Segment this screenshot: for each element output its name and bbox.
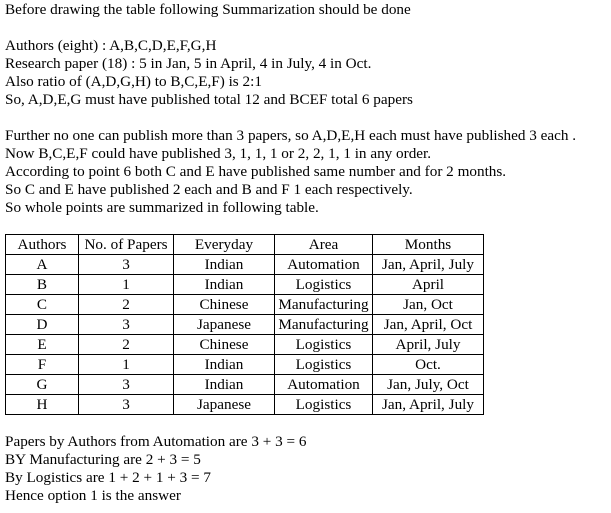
cell-everyday: Chinese	[174, 295, 275, 315]
cell-papers: 3	[79, 395, 174, 415]
header-authors: Authors	[6, 235, 79, 255]
cell-everyday: Chinese	[174, 335, 275, 355]
cell-everyday: Japanese	[174, 315, 275, 335]
reasoning-line: Now B,C,E,F could have published 3, 1, 1, 1 or 2, 2, 1, 1 in any order.	[5, 145, 432, 162]
cell-months: Jan, April, Oct	[373, 315, 484, 335]
cell-area: Logistics	[275, 355, 373, 375]
cell-area: Automation	[275, 375, 373, 395]
header-everyday: Everyday	[174, 235, 275, 255]
summary-line-papers: Research paper (18) : 5 in Jan, 5 in April, 4 in July, 4 in Oct.	[5, 55, 372, 72]
cell-months: Jan, April, July	[373, 395, 484, 415]
cell-months: April, July	[373, 335, 484, 355]
cell-papers: 3	[79, 255, 174, 275]
conclusion-line-automation: Papers by Authors from Automation are 3 + 3 = 6	[5, 433, 307, 450]
reasoning-line: According to point 6 both C and E have published same number and for 2 months.	[5, 163, 507, 180]
header-no-of-papers: No. of Papers	[79, 235, 174, 255]
cell-papers: 2	[79, 295, 174, 315]
cell-everyday: Indian	[174, 355, 275, 375]
cell-papers: 2	[79, 335, 174, 355]
table-row	[6, 355, 484, 375]
cell-area: Logistics	[275, 275, 373, 295]
table-row	[6, 395, 484, 415]
conclusion-line-manufacturing: BY Manufacturing are 2 + 3 = 5	[5, 451, 201, 468]
cell-everyday: Indian	[174, 275, 275, 295]
table-row	[6, 375, 484, 395]
cell-area: Automation	[275, 255, 373, 275]
cell-author: H	[6, 395, 79, 415]
table-row	[6, 335, 484, 355]
conclusion-line-logistics: By Logistics are 1 + 2 + 1 + 3 = 7	[5, 469, 211, 486]
cell-author: D	[6, 315, 79, 335]
cell-months: Jan, July, Oct	[373, 375, 484, 395]
cell-area: Logistics	[275, 395, 373, 415]
summary-table	[5, 234, 484, 415]
cell-everyday: Japanese	[174, 395, 275, 415]
cell-author: G	[6, 375, 79, 395]
table-header-row	[6, 235, 484, 255]
cell-months: Jan, April, July	[373, 255, 484, 275]
cell-author: B	[6, 275, 79, 295]
cell-months: Jan, Oct	[373, 295, 484, 315]
reasoning-line: Further no one can publish more than 3 papers, so A,D,E,H each must have published 3 each .	[5, 127, 577, 144]
cell-area: Manufacturing	[275, 295, 373, 315]
reasoning-line: So C and E have published 2 each and B and F 1 each respectively.	[5, 181, 413, 198]
cell-author: F	[6, 355, 79, 375]
cell-everyday: Indian	[174, 255, 275, 275]
cell-area: Manufacturing	[275, 315, 373, 335]
conclusion-line-answer: Hence option 1 is the answer	[5, 487, 181, 504]
summary-line-authors: Authors (eight) : A,B,C,D,E,F,G,H	[5, 37, 217, 54]
table-row	[6, 295, 484, 315]
cell-everyday: Indian	[174, 375, 275, 395]
summary-line-totals: So, A,D,E,G must have published total 12 and BCEF total 6 papers	[5, 91, 413, 108]
cell-author: A	[6, 255, 79, 275]
header-area: Area	[275, 235, 373, 255]
cell-months: April	[373, 275, 484, 295]
cell-author: C	[6, 295, 79, 315]
cell-papers: 3	[79, 375, 174, 395]
summary-line-ratio: Also ratio of (A,D,G,H) to B,C,E,F) is 2:1	[5, 73, 262, 90]
table-row	[6, 275, 484, 295]
cell-papers: 1	[79, 275, 174, 295]
reasoning-line: So whole points are summarized in following table.	[5, 199, 319, 216]
cell-area: Logistics	[275, 335, 373, 355]
cell-papers: 3	[79, 315, 174, 335]
table-row	[6, 255, 484, 275]
intro-text: Before drawing the table following Summarization should be done	[5, 1, 411, 18]
cell-papers: 1	[79, 355, 174, 375]
header-months: Months	[373, 235, 484, 255]
table-row	[6, 315, 484, 335]
cell-author: E	[6, 335, 79, 355]
cell-months: Oct.	[373, 355, 484, 375]
